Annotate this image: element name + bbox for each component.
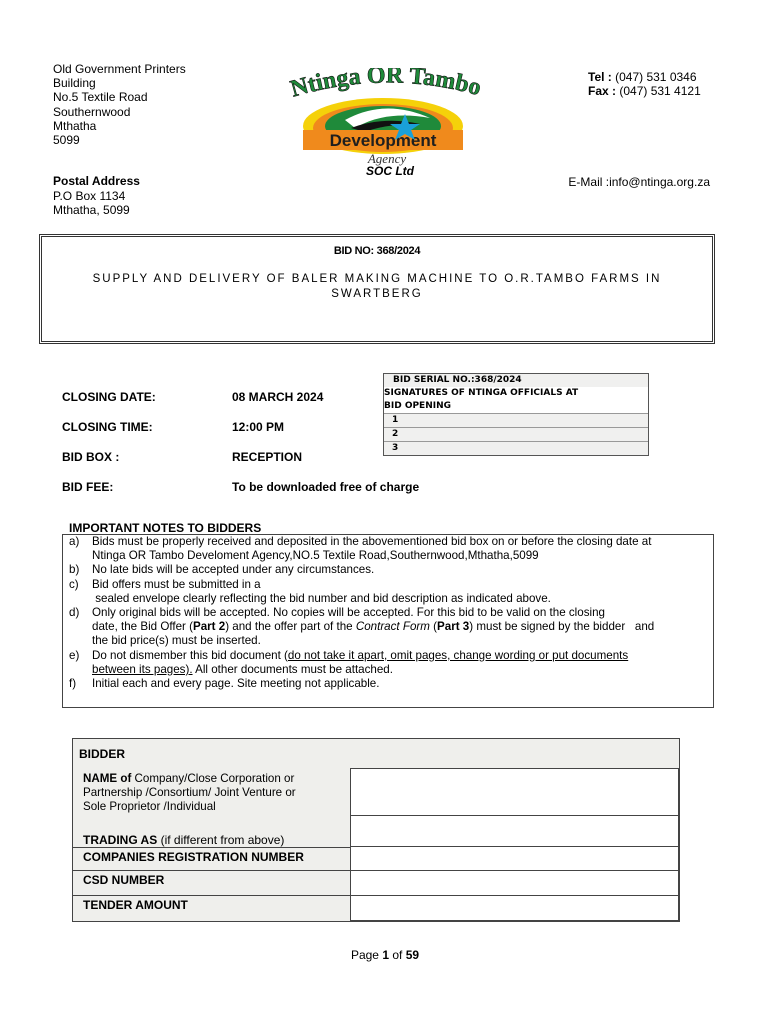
signature-row-1[interactable]: 1 — [384, 413, 648, 427]
contact-block — [588, 70, 701, 98]
closing-date-label: CLOSING DATE: — [62, 390, 156, 404]
address-line: Mthatha — [53, 118, 97, 133]
logo-agency-text: Agency — [367, 151, 407, 166]
page-footer: Page 1 of 59 — [350, 948, 420, 962]
note-item: c) Bid offers must be submitted in a sealed envelope clearly reflecting the bid number and bid description as indicated above. — [69, 577, 551, 605]
bidder-heading: BIDDER — [79, 747, 126, 761]
trading-as-input[interactable] — [350, 815, 679, 848]
tender-amount-input[interactable] — [350, 895, 679, 921]
bid-title: SUPPLY AND DELIVERY OF BALER MAKING MACHINE TO O.R.TAMBO FARMS IN SWARTBERG — [92, 273, 662, 300]
note-item: f) Initial each and every page. Site meeting not applicable. — [69, 677, 380, 691]
address-line: Southernwood — [53, 104, 131, 119]
signatures-heading-line2: BID OPENING — [384, 400, 648, 413]
csd-label: CSD NUMBER — [83, 873, 165, 887]
tender-amount-label: TENDER AMOUNT — [83, 898, 188, 912]
bid-serial-box — [383, 373, 649, 456]
email-text: E-Mail :info@ntinga.org.za — [568, 175, 710, 189]
closing-date-value: 08 MARCH 2024 — [232, 390, 324, 404]
bid-fee-label: BID FEE: — [62, 480, 114, 494]
bid-number: BID NO: 368/2024 — [333, 245, 421, 257]
bid-box-value: RECEPTION — [232, 450, 303, 464]
signature-row-2[interactable]: 2 — [384, 427, 648, 441]
name-input[interactable] — [350, 768, 679, 817]
fax-label: Fax : — [588, 84, 617, 99]
signature-row-3[interactable]: 3 — [384, 441, 648, 455]
tel-value: (047) 531 0346 — [611, 70, 697, 84]
postal-line: Mthatha, 5099 — [53, 203, 130, 218]
fax-value: (047) 531 4121 — [616, 84, 701, 99]
trading-as-label: TRADING AS (if different from above) — [83, 833, 285, 847]
ntinga-logo — [255, 68, 515, 168]
bid-box-label: BID BOX : — [62, 450, 120, 464]
csd-input[interactable] — [350, 870, 679, 897]
note-item: a) Bids must be properly received and deposited in the abovementioned bid box on or before the closing date at Ntinga OR Tambo Develoment Agency,NO.5 Textile Road,Southernwood,Mthatha,5099 — [69, 535, 652, 563]
registration-input[interactable] — [350, 846, 679, 872]
bid-title-box — [39, 234, 715, 344]
name-label: NAME of Company/Close Corporation or Partnership /Consortium/ Joint Venture or Sole Proprietor /Individual — [83, 772, 296, 814]
postal-address — [53, 174, 140, 218]
tel-label: Tel : — [588, 70, 612, 84]
address-line: Old Government Printers — [53, 62, 186, 76]
note-item: b) No late bids will be accepted under any circumstances. — [69, 563, 375, 577]
bid-serial-number: BID SERIAL NO.:368/2024 — [384, 374, 648, 387]
bidder-table — [72, 738, 680, 922]
physical-address — [53, 62, 186, 147]
closing-time-label: CLOSING TIME: — [62, 420, 153, 434]
soc-ltd-text: SOC Ltd — [366, 164, 414, 178]
notes-title: IMPORTANT NOTES TO BIDDERS — [69, 521, 262, 535]
address-line: No.5 Textile Road — [53, 90, 148, 105]
svg-text:Ntinga OR Tambo: Ntinga OR Tambo — [287, 68, 484, 103]
postal-line: P.O Box 1134 — [53, 188, 126, 203]
address-line: Building — [53, 76, 96, 91]
note-item: e) Do not dismember this bid document (do not take it apart, omit pages, change wording or put documents between its pages). All other documents must be attached. — [69, 648, 629, 676]
postal-heading: Postal Address — [53, 174, 140, 188]
registration-label: COMPANIES REGISTRATION NUMBER — [83, 850, 304, 864]
notes-box — [62, 534, 714, 708]
signatures-heading-line1: SIGNATURES OF NTINGA OFFICIALS AT — [384, 387, 648, 400]
address-line: 5099 — [53, 133, 80, 148]
closing-time-value: 12:00 PM — [232, 420, 285, 434]
logo-development-text: Development — [329, 131, 437, 150]
note-item: d) Only original bids will be accepted. No copies will be accepted. For this bid to be valid on the closing date, the Bid Offer (Part 2) and the offer part of the Contract Form (Part 3) must be signed by the bidder and the bid price(s) must be inserted. — [69, 606, 655, 648]
bid-fee-value: To be downloaded free of charge — [232, 480, 420, 494]
